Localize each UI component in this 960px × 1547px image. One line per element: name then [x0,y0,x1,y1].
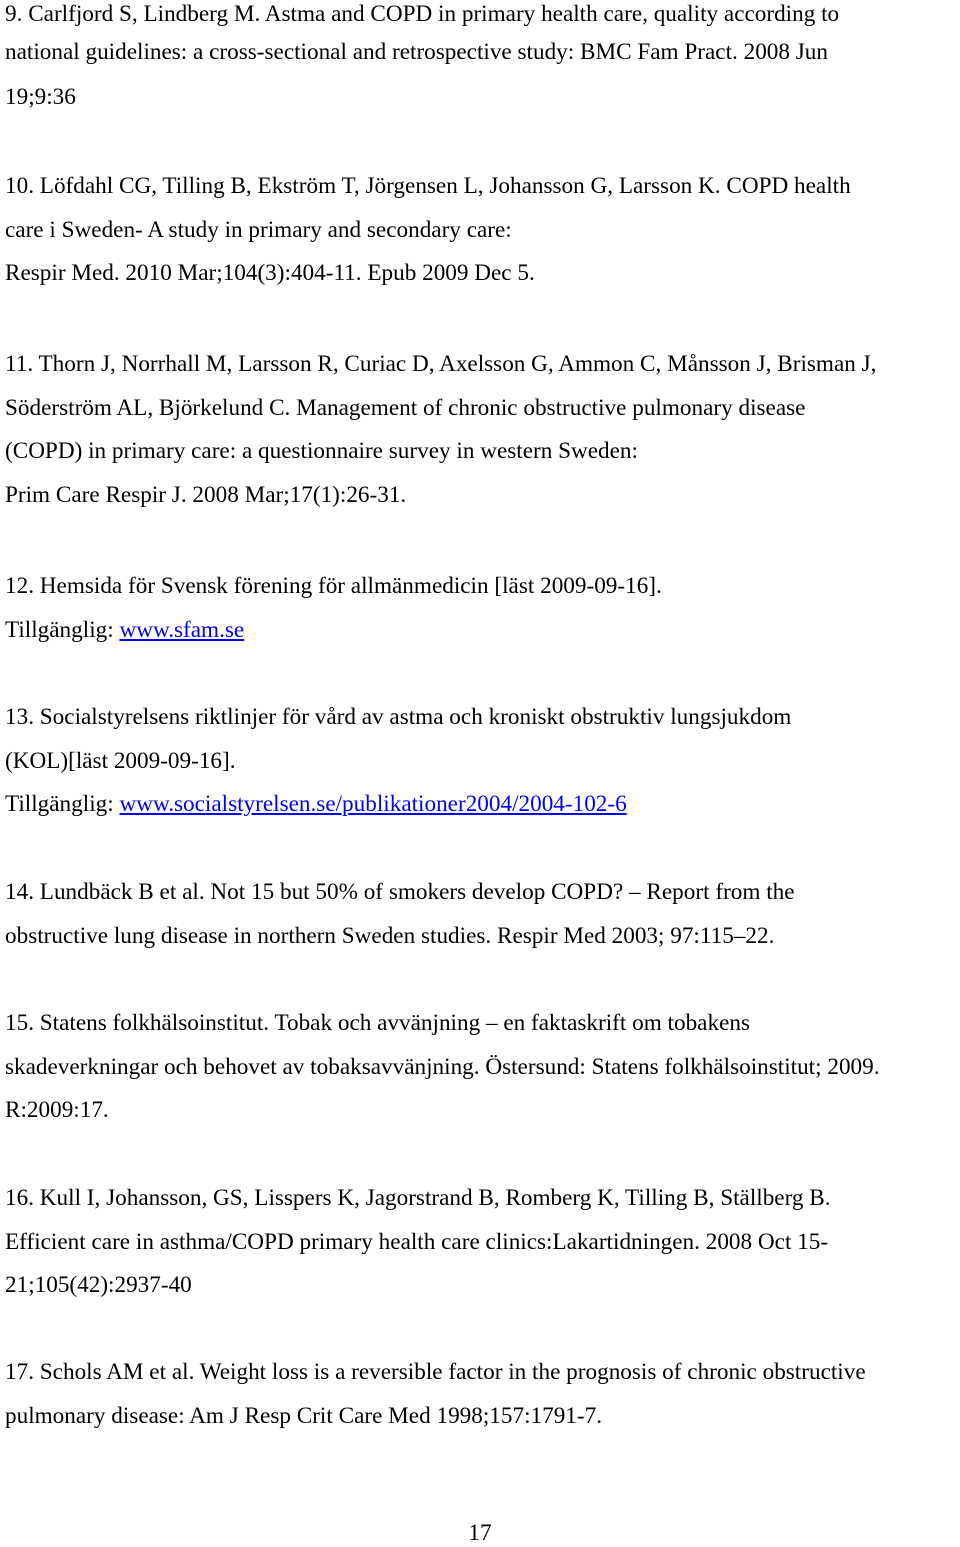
ref-17-line-2: pulmonary disease: Am J Resp Crit Care Med 1998;157:1791-7. [5,1403,603,1429]
ref-11-line-1: 11. Thorn J, Norrhall M, Larsson R, Curiac D, Axelsson G, Ammon C, Månsson J, Brisman J, [5,351,877,377]
ref-12-link[interactable]: www.sfam.se [119,617,245,643]
ref-15-line-1: 15. Statens folkhälsoinstitut. Tobak och avvänjning – en faktaskrift om tobakens [5,1010,750,1036]
ref-15-line-2: skadeverkningar och behovet av tobaksavvänjning. Östersund: Statens folkhälsoinstitut; 2009. [5,1054,880,1080]
ref-16-line-2: Efficient care in asthma/COPD primary health care clinics:Lakartidningen. 2008 Oct 15- [5,1229,829,1255]
ref-13-link-line [5,790,627,818]
ref-9-line-1: 9. Carlfjord S, Lindberg M. Astma and COPD in primary health care, quality according to [5,1,840,27]
ref-12-link-line [5,616,244,644]
ref-15-line-3: R:2009:17. [5,1097,109,1123]
ref-10-line-2: care i Sweden- A study in primary and secondary care: [5,217,512,243]
ref-10-line-1: 10. Löfdahl CG, Tilling B, Ekström T, Jörgensen L, Johansson G, Larsson K. COPD health [5,173,851,199]
ref-17-line-1: 17. Schols AM et al. Weight loss is a reversible factor in the prognosis of chronic obstructive [5,1359,866,1385]
ref-14-line-2: obstructive lung disease in northern Sweden studies. Respir Med 2003; 97:115–22. [5,923,775,949]
ref-13-line-1: 13. Socialstyrelsens riktlinjer för vård av astma och kroniskt obstruktiv lungsjukdom [5,704,792,730]
ref-11-line-3: (COPD) in primary care: a questionnaire survey in western Sweden: [5,438,638,464]
ref-9-line-2: national guidelines: a cross-sectional and retrospective study: BMC Fam Pract. 2008 Jun [5,39,828,65]
ref-13-line-2: (KOL)[läst 2009-09-16]. [5,748,236,774]
ref-16-line-1: 16. Kull I, Johansson, GS, Lisspers K, Jagorstrand B, Romberg K, Tilling B, Ställberg B. [5,1185,831,1211]
ref-12-line-1: 12. Hemsida för Svensk förening för allmänmedicin [läst 2009-09-16]. [5,573,662,599]
ref-10-line-3: Respir Med. 2010 Mar;104(3):404-11. Epub 2009 Dec 5. [5,260,535,286]
page-number: 17 [468,1520,492,1546]
ref-11-line-4: Prim Care Respir J. 2008 Mar;17(1):26-31. [5,482,407,508]
ref-14-line-1: 14. Lundbäck B et al. Not 15 but 50% of smokers develop COPD? – Report from the [5,879,795,905]
ref-13-link[interactable]: www.socialstyrelsen.se/publikationer2004/2004-102-6 [119,791,627,817]
ref-16-line-3: 21;105(42):2937-40 [5,1272,192,1298]
ref-12-link-prefix: Tillgänglig: [5,617,120,643]
ref-11-line-2: Söderström AL, Björkelund C. Management of chronic obstructive pulmonary disease [5,395,806,421]
ref-13-link-prefix: Tillgänglig: [5,791,120,817]
ref-9-line-3: 19;9:36 [5,84,76,110]
